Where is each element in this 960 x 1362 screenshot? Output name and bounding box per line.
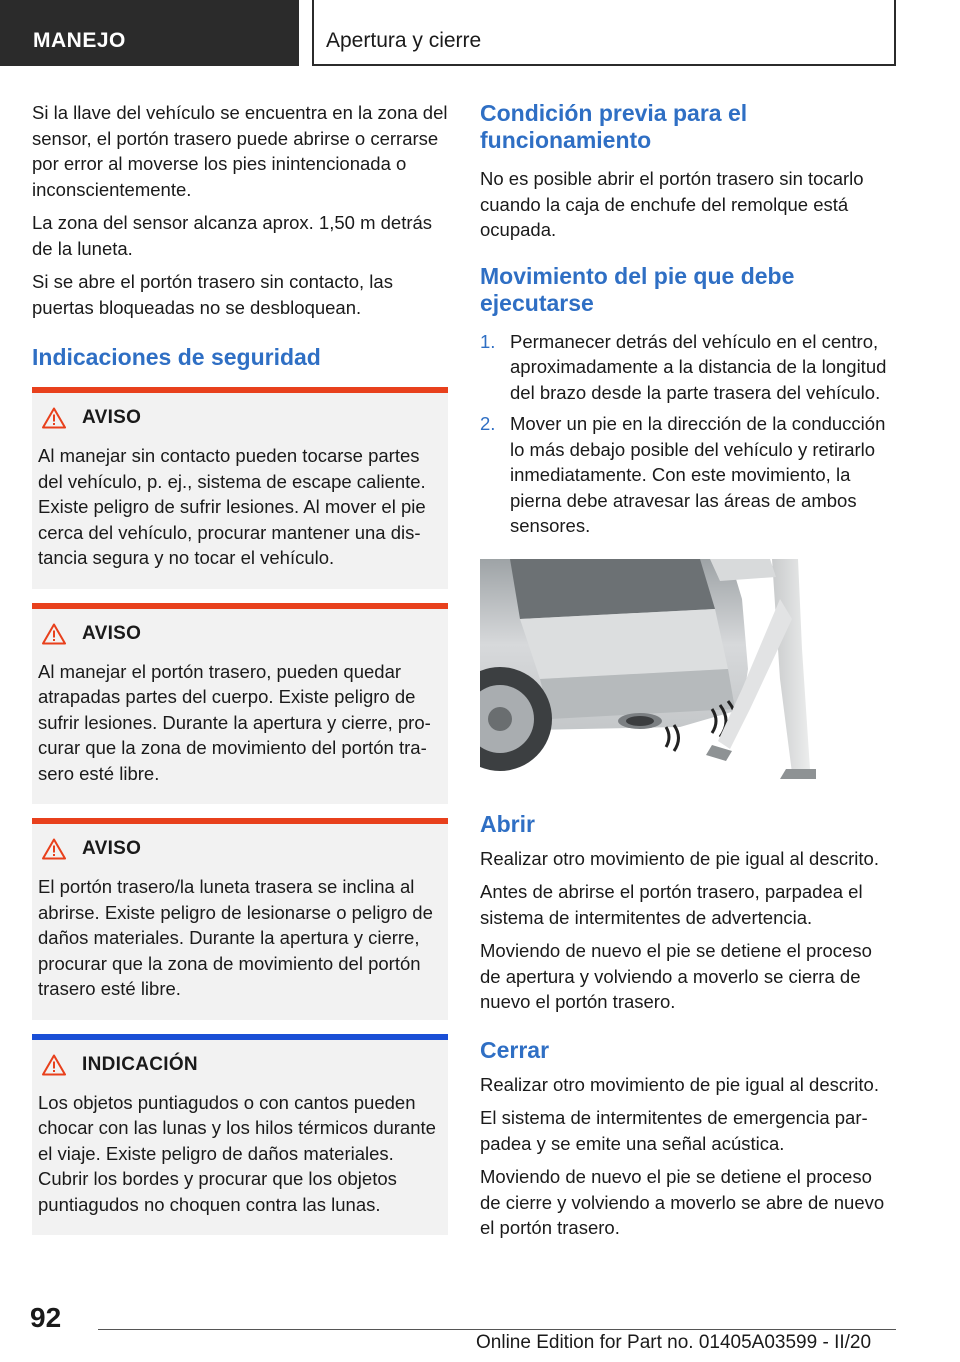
chapter-title: Apertura y cierre <box>326 29 482 52</box>
close-text: Realizar otro movimiento de pie igual al descrito. <box>480 1073 879 1095</box>
safety-heading: Indicaciones de seguridad <box>32 344 321 370</box>
open-text: Moviendo de nuevo el pie se detiene el proceso de apertura y volviendo a moverlo se cierra de nuevo el portón trasero. <box>480 940 872 1012</box>
intro-paragraph: Si la llave del vehículo se encuentra en la zona del sensor, el portón trasero puede abrirse o cerrarse por error al moverse los pies inintencionada o inconscientemente. <box>32 102 448 200</box>
warning-notice <box>32 603 448 805</box>
notice-text: El portón trasero/la luneta trasera se inclina al abrirse. Existe peligro de lesionarse o peligro de daños materiales. Durante la apertura y cierre, procurar que la zona de movimiento del portón trasero esté libre. <box>38 876 433 999</box>
warning-notice <box>32 387 448 589</box>
open-heading: Abrir <box>480 810 535 837</box>
warning-notice <box>32 818 448 1020</box>
step-number: 1. <box>480 330 496 352</box>
precondition-heading: Condición previa para el funcionamiento <box>480 100 748 153</box>
footer-edition: Online Edition for Part no. 01405A03599 - II/20 <box>476 1332 872 1353</box>
warning-triangle-icon <box>42 1054 66 1076</box>
notice-text: Al manejar sin contacto pueden tocarse partes del vehículo, p. ej., sistema de escape caliente. Existe peligro de sufrir lesiones. Al mover el pie cerca del vehículo, procurar mantener una distancia segura y no tocar el vehículo. <box>38 445 426 568</box>
notice-header <box>38 1040 442 1090</box>
page-number: 92 <box>30 1302 62 1333</box>
footer-divider <box>98 1329 896 1330</box>
step-text: Permanecer detrás del vehículo en el centro, aproximadamente a la distancia de la longitud del brazo desde la parte trasera del vehículo. <box>510 330 887 403</box>
steps-list <box>480 329 896 539</box>
open-text: Antes de abrirse el portón trasero, parpadea el sistema de intermitentes de advertencia. <box>480 881 863 928</box>
right-column <box>480 100 896 1249</box>
movement-heading: Movimiento del pie que debe ejecutarse <box>480 262 795 316</box>
notice-header <box>38 609 442 659</box>
foot-gesture-illustration <box>480 559 816 781</box>
close-text: Moviendo de nuevo el pie se detiene el proceso de cierre y volviendo a moverlo se abre de nuevo el portón trasero. <box>480 1166 885 1238</box>
step-text: Mover un pie en la dirección de la conducción lo más debajo posible del vehículo y retirarlo inmediatamente. Con este movimiento, la pierna debe atravesar las áreas de ambos sensores. <box>510 413 886 536</box>
section-tab <box>0 0 299 66</box>
close-heading: Cerrar <box>480 1036 550 1063</box>
list-item <box>480 329 896 406</box>
precondition-text: No es posible abrir el portón trasero sin tocarlo cuando la caja de enchufe del remolque está ocupada. <box>480 168 864 240</box>
notice-text: Al manejar el portón trasero, pueden quedar atrapadas partes del cuerpo. Existe peligro de sufrir lesiones. Durante la apertura y cierre, procurar que la zona de movimiento del portón trasero esté libre. <box>38 660 431 784</box>
notice-header <box>38 824 442 874</box>
notice-title: AVISO <box>82 838 142 859</box>
notice-text: Los objetos puntiagudos o con cantos pueden chocar con las lunas y los hilos térmicos durante el viaje. Existe peligro de daños materiales. Cubrir los bordes y procurar que los objetos puntiagudos no choquen contra las lunas. <box>38 1091 436 1215</box>
left-column <box>32 100 448 1249</box>
section-title: MANEJO <box>33 29 126 52</box>
warning-triangle-icon <box>42 407 66 429</box>
notice-title: AVISO <box>82 407 142 428</box>
intro-paragraph: La zona del sensor alcanza aprox. 1,50 m detrás de la luneta. <box>32 212 433 259</box>
list-item <box>480 411 896 539</box>
notice-title: INDICACIÓN <box>82 1053 198 1075</box>
warning-triangle-icon <box>42 623 66 645</box>
step-number: 2. <box>480 413 496 434</box>
notice-header <box>38 393 442 443</box>
intro-paragraph: Si se abre el portón trasero sin contacto, las puertas bloqueadas no se desbloquean. <box>32 271 393 318</box>
close-text: El sistema de intermitentes de emergencia parpadea y se emite una señal acústica. <box>480 1107 868 1154</box>
info-notice <box>32 1034 448 1236</box>
notice-title: AVISO <box>82 622 142 644</box>
open-text: Realizar otro movimiento de pie igual al descrito. <box>480 847 879 869</box>
warning-triangle-icon <box>42 838 66 860</box>
chapter-tab <box>312 0 896 66</box>
